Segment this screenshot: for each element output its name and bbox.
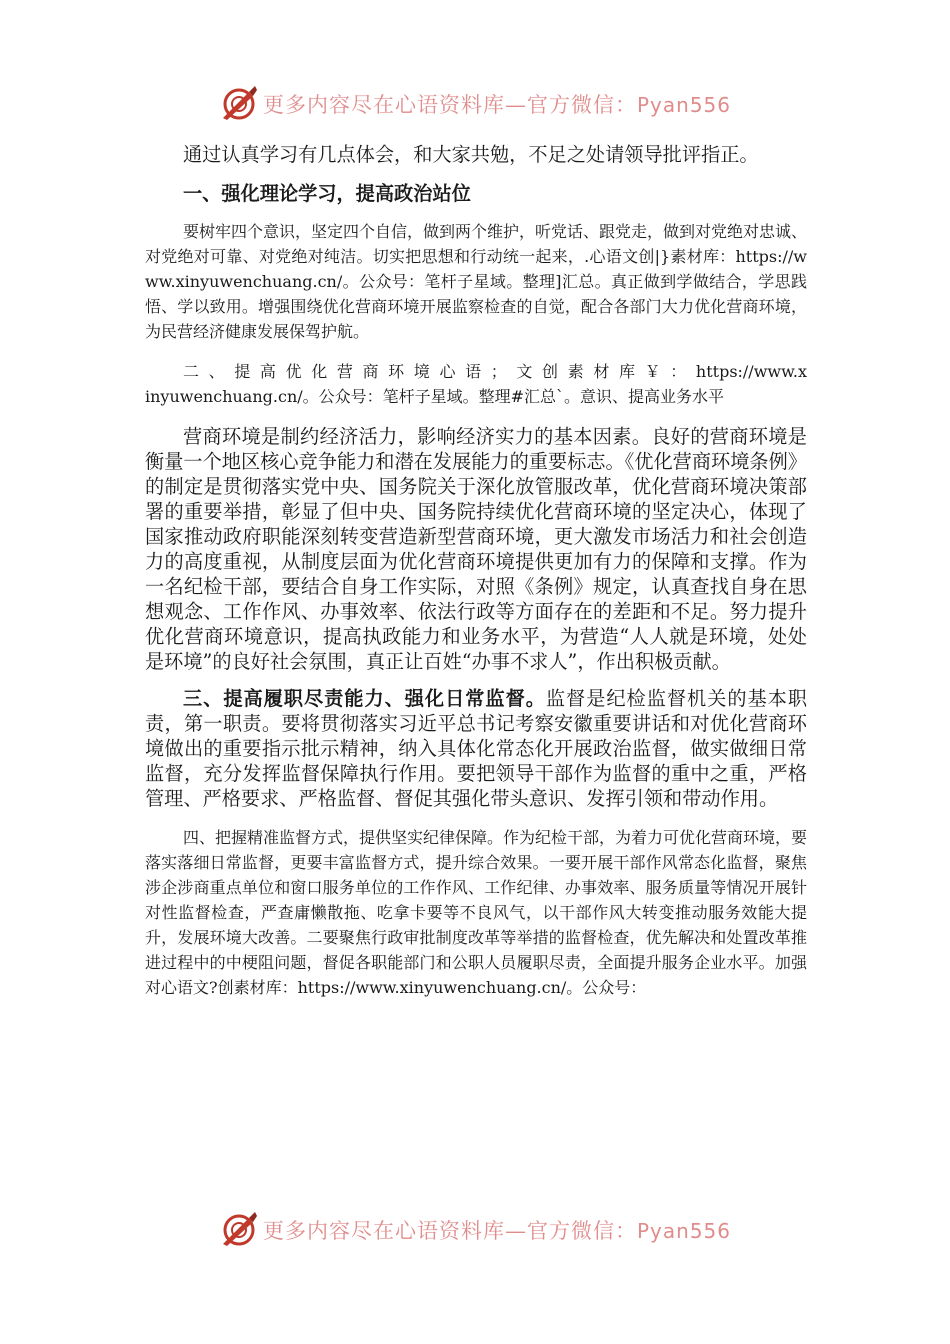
header-watermark-banner: [0, 82, 950, 126]
wechat-id: Pyan556: [636, 1219, 731, 1243]
section-2-paragraph: 营商环境是制约经济活力，影响经济实力的基本因素。良好的营商环境是衡量一个地区核心竞争能力和潜在发展能力的重要标志。《优化营商环境条例》的制定是贯彻落实党中央、国务院关于深化放管服改革，优化营商环境决策部署的重要举措，彰显了但中央、国务院持续优化营商环境的坚定决心，体现了国家推动政府职能深刻转变营造新型营商环境，更大激发市场活力和社会创造力的高度重视，从制度层面为优化营商环境提供更加有力的保障和支撑。作为一名纪检干部，要结合自身工作实际，对照《条例》规定，认真查找自身在思想观念、工作作风、办事效率、依法行政等方面存在的差距和不足。努力提升优化营商环境意识，提高执政能力和业务水平，为营造“人人就是环境，处处是环境”的良好社会氛围，真正让百姓“办事不求人”，作出积极贡献。: [145, 425, 807, 673]
section-heading-1: 一、强化理论学习，提高政治站位: [183, 182, 471, 205]
section-3-text: 监督是纪检监督机关的基本职责，第一职责。要将贯彻落实习近平总书记考察安徽重要讲话和对优化营商环境做出的重要指示批示精神，纳入具体化常态化开展政治监督，做实做细日常监督，充分发挥监督保障执行作用。要把领导干部作为监督的重中之重，严格管理、严格要求、严格监督、督促其强化带头意识、发挥引领和带动作用。: [145, 687, 808, 810]
document-body: [145, 142, 807, 1000]
logo-icon: [219, 84, 259, 124]
banner-text: 更多内容尽在心语资料库—官方微信：Pyan556: [262, 1219, 731, 1243]
footer-watermark-banner: [0, 1208, 950, 1252]
section-4-paragraph: 四、把握精准监督方式，提供坚实纪律保障。作为纪检干部，为着力可优化营商环境，要落实落细日常监督，更要丰富监督方式，提升综合效果。一要开展干部作风常态化监督，聚焦涉企涉商重点单位和窗口服务单位的工作作风、工作纪律、办事效率、服务质量等情况开展针对性监督检查，严查庸懒散拖、吃拿卡要等不良风气，以干部作风大转变推动服务效能大提升，发展环境大改善。二要聚焦行政审批制度改革等举措的监督检查，优先解决和处置改革推进过程中的中梗阻问题，督促各职能部门和公职人员履职尽责，全面提升服务企业水平。加强对心语文?创素材库：https://www.xinyuwenchuang.cn/。公众号：: [145, 828, 808, 997]
wechat-id: Pyan556: [636, 93, 731, 117]
section-3-heading: 三、提高履职尽责能力、强化日常监督。: [183, 687, 546, 710]
section-2-heading-text: 二、提高优化营商环境心语；文创素材库￥：: [183, 362, 696, 381]
banner-text: 更多内容尽在心语资料库—官方微信：Pyan556: [262, 93, 731, 117]
section-2-heading-paragraph: [145, 359, 807, 409]
intro-paragraph: 通过认真学习有几点体会，和大家共勉，不足之处请领导批评指正。: [183, 143, 759, 166]
section-1-paragraph: 要树牢四个意识，坚定四个自信，做到两个维护，听党话、跟党走，做到对党绝对忠诚、对党绝对可靠、对党绝对纯洁。切实把思想和行动统一起来，.心语文创|}素材库：https://www.xinyuwenchuang.cn/。公众号：笔杆子星域。整理]汇总。真正做到学做结合，学思践悟、学以致用。增强围绕优化营商环境开展监察检查的自觉，配合各部门大力优化营商环境，为民营经济健康发展保驾护航。: [145, 222, 808, 341]
section-2-heading-url: https://www.xinyuwenchuang.cn/。公众号：笔杆子星域。整理#汇总`。意识、提高业务水平: [145, 362, 807, 406]
section-3-paragraph: [145, 686, 807, 811]
logo-icon: [219, 1210, 259, 1250]
